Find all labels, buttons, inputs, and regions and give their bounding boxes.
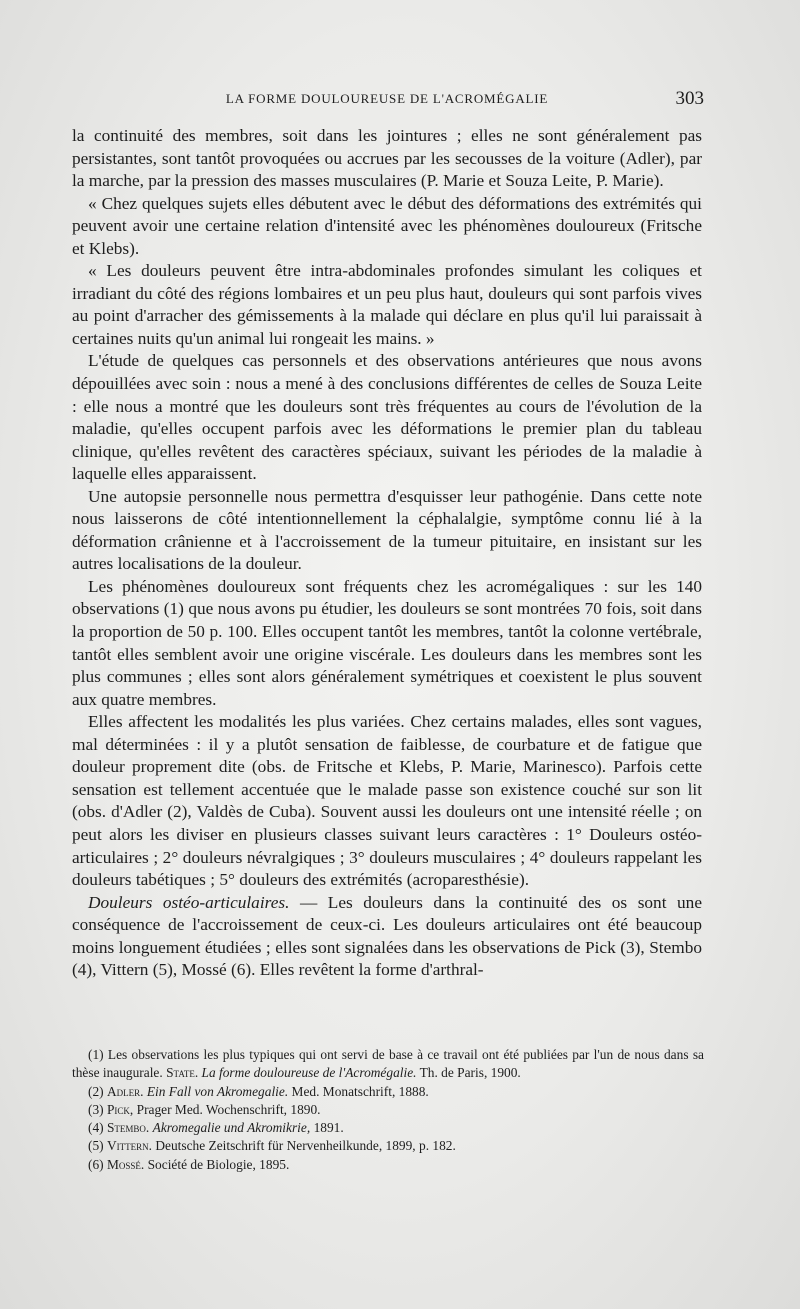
running-head xyxy=(70,88,704,112)
footnote-1-text: Les observations les plus typiques qui ont servi de base à ce travail ont été publiées par l'un de nous dans sa thèse inaugurale. xyxy=(72,1047,704,1081)
page-number: 303 xyxy=(675,88,704,109)
footnote-2-number: (2) xyxy=(88,1083,104,1099)
footnote-6 xyxy=(72,1156,704,1174)
footnote-1-author: State. xyxy=(166,1065,199,1081)
footnote-2-title: Ein Fall von Akromegalie. xyxy=(146,1083,289,1099)
section-lead-text: — Les douleurs dans la continuité des os sont une conséquence de l'accroissement de ceux-ci. Les douleurs articulaires ont été beaucoup moins longuement étudiées ; elles sont signalées dans les observations de Pick (3), Stembo (4), Vittern (5), Mossé (6). Elles revêtent la forme d'arthral- xyxy=(72,892,702,980)
footnote-6-author: Mossé. xyxy=(106,1156,145,1172)
footnotes xyxy=(72,1046,704,1174)
footnote-2-tail: Med. Monatschrift, 1888. xyxy=(291,1083,429,1099)
footnote-6-tail: Société de Biologie, 1895. xyxy=(147,1156,290,1172)
running-title: LA FORME DOULOUREUSE DE L'ACROMÉGALIE xyxy=(225,91,549,106)
footnote-5 xyxy=(72,1137,704,1155)
footnote-1-number: (1) xyxy=(88,1047,104,1062)
footnote-3-tail: Prager Med. Wochenschrift, 1890. xyxy=(136,1101,321,1117)
footnote-6-number: (6) xyxy=(88,1156,104,1172)
paragraph-continuation: la continuité des membres, soit dans les jointures ; elles ne sont généralement pas persistantes, sont tantôt provoquées ou accrues par les secousses de la voiture (Adler), par la marche, par la pression des masses musculaires (P. Marie et Souza Leite, P. Marie). xyxy=(72,126,702,191)
footnote-3-author: Pick, xyxy=(106,1101,134,1117)
paragraph-quote-2: « Les douleurs peuvent être intra-abdominales profondes simulant les coliques et irradiant du côté des régions lombaires et un peu plus haut, douleurs qui sont parfois vives au point d'arracher des gémissements à la malade qui déclare en plus qu'il lui paraissait à certaines nuits qu'un animal lui rongeait les mains. » xyxy=(72,261,702,348)
paragraph-quote-1: « Chez quelques sujets elles débutent avec le début des déformations des extrémités qui peuvent avoir une certaine relation d'intensité avec les phénomènes douloureux (Fritsche et Klebs). xyxy=(72,193,702,258)
section-lead-italic: Douleurs ostéo-articulaires. xyxy=(88,892,290,912)
footnote-1-tail: Th. de Paris, 1900. xyxy=(419,1065,521,1081)
footnote-1-title: La forme douloureuse de l'Acromégalie. xyxy=(201,1065,417,1081)
footnote-5-number: (5) xyxy=(88,1138,104,1154)
footnote-3-number: (3) xyxy=(88,1101,104,1117)
paragraph-autopsy: Une autopsie personnelle nous permettra d'esquisser leur pathogénie. Dans cette note nous laisserons de côté intentionnellement la céphalalgie, symptôme connu lié à la déformation crânienne et à l'accroissement de la tumeur pituitaire, en insistant sur les autres localisations de la douleur. xyxy=(72,486,702,574)
footnote-1 xyxy=(72,1046,704,1083)
body-text xyxy=(72,125,702,982)
paragraph-frequency: Les phénomènes douloureux sont fréquents chez les acromégaliques : sur les 140 observations (1) que nous avons pu étudier, les douleurs se sont montrées 70 fois, soit dans la proportion de 50 p. 100. Elles occupent tantôt les membres, tantôt la colonne vertébrale, tantôt elles semblent avoir une origine viscérale. Les douleurs dans les membres sont les plus communes ; elles sont alors généralement symétriques et coexistent le plus souvent aux quatre membres. xyxy=(72,576,702,709)
paragraph-modalities: Elles affectent les modalités les plus variées. Chez certains malades, elles sont vagues, mal déterminées : il y a plutôt sensation de faiblesse, de courbature et de fatigue que douleur proprement dite (obs. de Fritsche et Klebs, P. Marie, Marinesco). Parfois cette sensation est tellement accentuée que le malade passe son existence couché sur son lit (obs. d'Adler (2), Valdès de Cuba). Souvent aussi les douleurs ont une intensité réelle ; on peut alors les diviser en plusieurs classes suivant leurs caractères : 1° Douleurs ostéo-articulaires ; 2° douleurs névralgiques ; 3° douleurs musculaires ; 4° douleurs rappelant les douleurs tabétiques ; 5° douleurs des extrémités (acroparesthésie). xyxy=(72,712,702,890)
footnote-4-number: (4) xyxy=(88,1120,104,1136)
footnote-4-title: Akromegalie und Akromikrie, xyxy=(152,1120,311,1136)
footnote-4 xyxy=(72,1119,704,1137)
footnote-4-author: Stembo. xyxy=(106,1120,150,1136)
footnote-2 xyxy=(72,1083,704,1101)
paragraph-osteo-articular xyxy=(72,892,702,982)
footnote-3 xyxy=(72,1101,704,1119)
footnote-5-author: Vittern. xyxy=(106,1138,152,1154)
paragraph-study: L'étude de quelques cas personnels et des observations antérieures que nous avons dépouillées avec soin : nous a mené à des conclusions différentes de celles de Souza Leite : elle nous a montré que les douleurs sont très fréquentes au cours de l'évolution de la maladie, qu'elles occupent parfois avec les déformations le premier plan du tableau clinique, qu'elles revêtent des caractères spéciaux, suivant les périodes de la maladie à laquelle elles apparaissent. xyxy=(72,351,702,484)
footnote-5-tail: Deutsche Zeitschrift für Nervenheilkunde, 1899, p. 182. xyxy=(155,1138,456,1154)
footnote-2-author: Adler. xyxy=(106,1083,144,1099)
footnote-4-tail: 1891. xyxy=(313,1120,344,1136)
